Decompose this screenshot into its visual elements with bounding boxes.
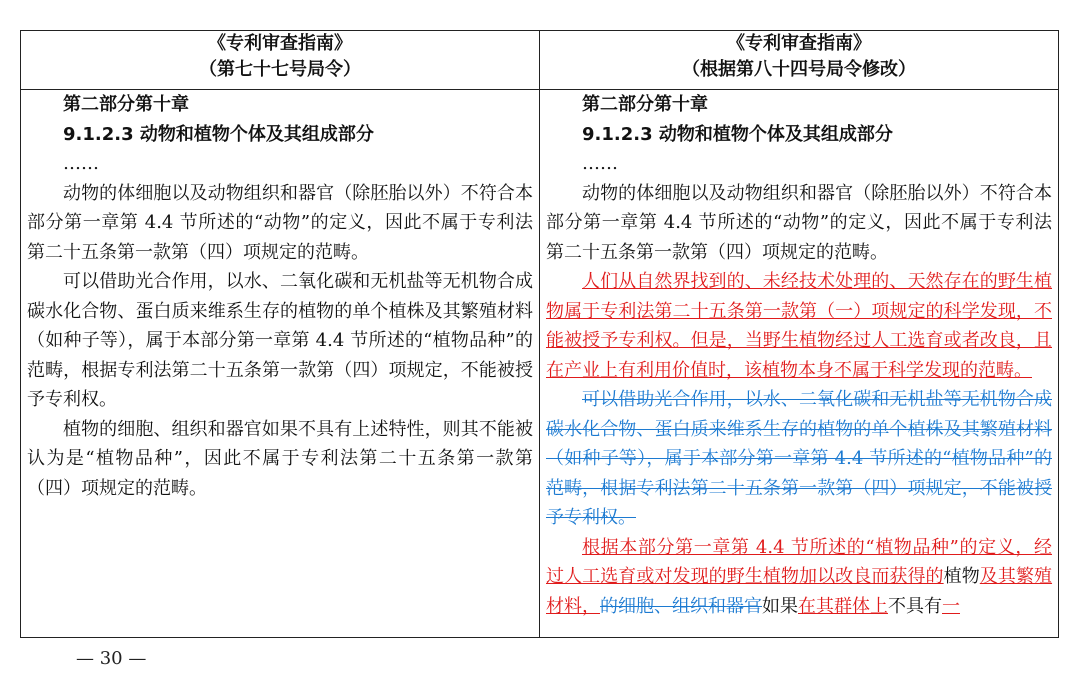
left-header-title: 《专利审查指南》 [208, 33, 352, 54]
left-paragraph-1: 动物的体细胞以及动物组织和器官（除胚胎以外）不符合本部分第一章第 4.4 节所述的“动物”的定义，因此不属于专利法第二十五条第一款第（四）项规定的范畴。 [27, 182, 533, 263]
right-paragraph-1: 动物的体细胞以及动物组织和器官（除胚胎以外）不符合本部分第一章第 4.4 节所述的“动物”的定义，因此不属于专利法第二十五条第一款第（四）项规定的范畴。 [546, 182, 1052, 263]
left-header-subtitle: （第七十七号局令） [199, 59, 361, 80]
right-chapter-heading: 第二部分第十章 [582, 94, 708, 115]
unchanged-text: 植物 [943, 566, 980, 587]
page-number: — 30 — [76, 648, 147, 669]
right-column-header [540, 31, 1059, 90]
right-deleted-paragraph [546, 385, 1052, 533]
inserted-text: 一 [942, 595, 960, 617]
comparison-table [20, 31, 1059, 637]
left-column-header [21, 31, 540, 90]
left-chapter-heading: 第二部分第十章 [63, 94, 189, 115]
left-section-heading: 9.1.2.3 动物和植物个体及其组成部分 [63, 123, 374, 145]
right-section-heading: 9.1.2.3 动物和植物个体及其组成部分 [582, 123, 893, 145]
inserted-text: 在其群体上 [798, 595, 888, 617]
inserted-text: 及其繁殖材料， [546, 566, 1053, 617]
left-paragraph-3: 植物的细胞、组织和器官如果不具有上述特性，则其不能被认为是“植物品种”，因此不属于专利法第二十五条第一款第（四）项规定的范畴。 [27, 418, 533, 499]
right-inserted-paragraph [546, 267, 1052, 385]
unchanged-text: 如果 [762, 595, 798, 617]
comparison-page [20, 30, 1059, 638]
right-column [540, 90, 1059, 638]
right-ellipsis: …… [582, 153, 618, 174]
left-column [21, 90, 540, 638]
left-ellipsis: …… [63, 153, 99, 174]
left-paragraph-2: 可以借助光合作用，以水、二氧化碳和无机盐等无机物合成碳水化合物、蛋白质来维系生存的植物的单个植株及其繁殖材料（如种子等），属于本部分第一章第 4.4 节所述的“植物品种”的范畴，根据专利法第二十五条第一款第（四）项规定，不能被授予专利权。 [27, 271, 533, 410]
right-header-title: 《专利审查指南》 [727, 33, 871, 54]
deleted-text: 可以借助光合作用，以水、二氧化碳和无机盐等无机物合成碳水化合物、蛋白质来维系生存的植物的单个植株及其繁殖材料（如种子等），属于本部分第一章第 4.4 节所述的“植物品种”的范畴，根据专利法第二十五条第一款第（四）项规定，不能被授予专利权。 [546, 389, 1052, 528]
deleted-text: 的细胞、组织和器官 [600, 595, 762, 617]
right-header-subtitle: （根据第八十四号局令修改） [682, 59, 916, 80]
inserted-text: 根据本部分第一章第 4.4 节所述的“植物品种”的定义，经过人工选育或对发现的野生植物加以改良而获得的 [546, 536, 1052, 587]
inserted-text: 人们从自然界找到的、未经技术处理的、天然存在的野生植物属于专利法第二十五条第一款第（一）项规定的科学发现，不能被授予专利权。但是，当野生植物经过人工选育或者改良，且在产业上有利用价值时，该植物本身不属于科学发现的范畴。 [546, 271, 1052, 381]
unchanged-text: 不具有 [888, 595, 942, 617]
right-revised-paragraph [546, 533, 1052, 622]
